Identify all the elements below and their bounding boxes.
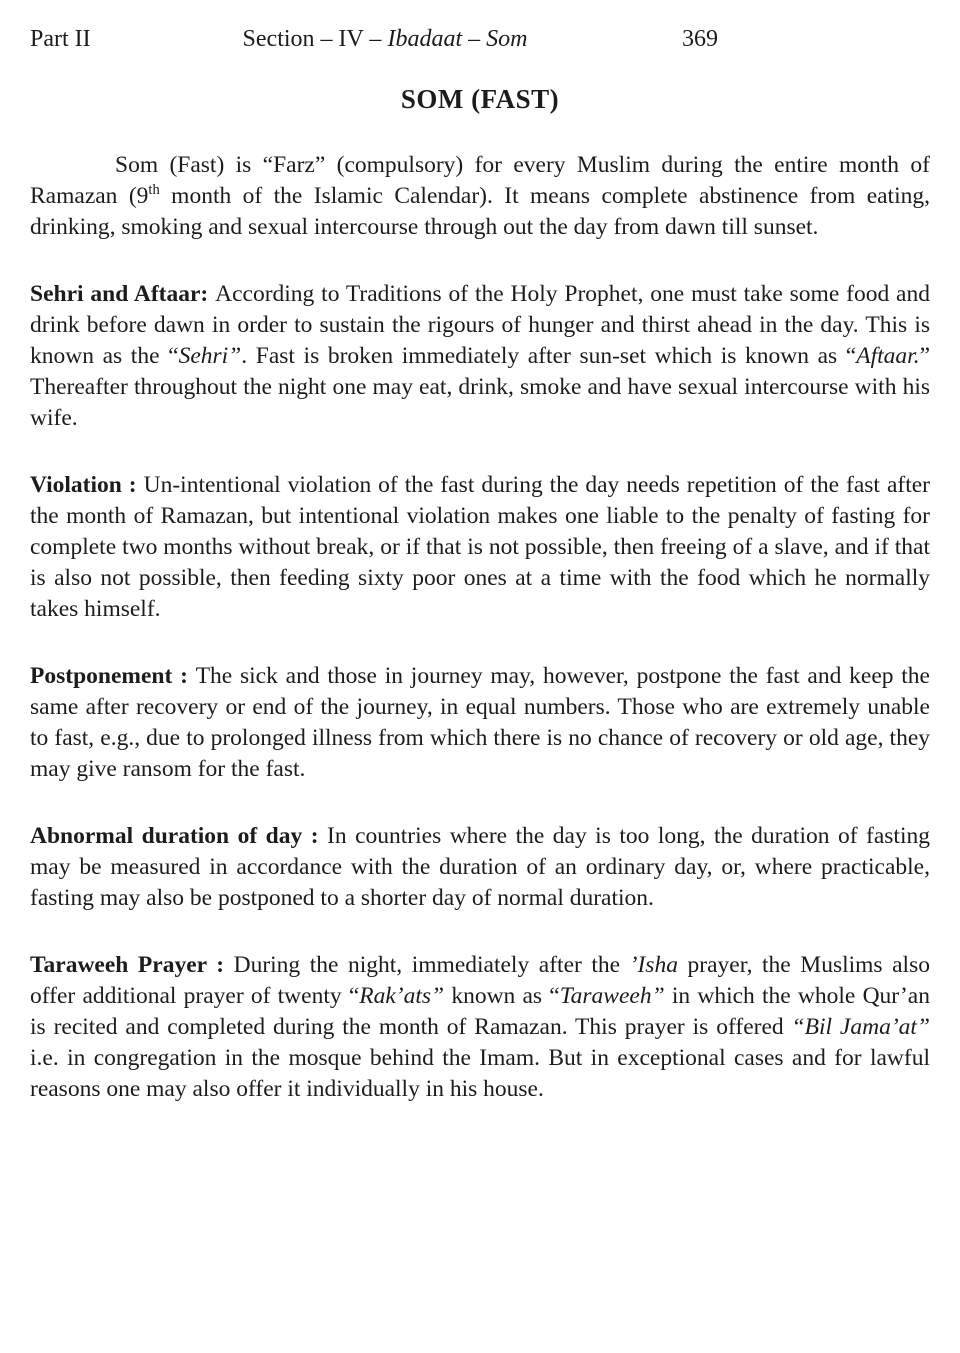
paragraph-violation: [30, 470, 930, 625]
text-run-italic: Taraweeh”: [559, 983, 665, 1009]
paragraph-abnormal-duration: [30, 821, 930, 914]
text-run: Section – IV –: [242, 26, 388, 52]
text-run-bold: Abnormal duration of day :: [30, 823, 328, 849]
text-run-bold: Postponement :: [30, 663, 196, 689]
paragraph-sehri-aftaar: [30, 279, 930, 434]
text-run-italic: “Bil Jama’at”: [791, 1014, 930, 1040]
text-run-italic: Rak’ats”: [359, 983, 445, 1009]
text-run-italic: Ibadaat – Som: [387, 26, 528, 52]
page-title: SOM (FAST): [400, 84, 560, 114]
text-run: According to Traditions of the Holy Prophet, one must take some food and drink before dawn in order to sustain the rigours of hunger and thirst ahead in the day. This is known as the “: [30, 281, 930, 369]
page-content: [30, 150, 930, 1141]
text-run: Som (Fast) is “Farz” (compulsory) for every Muslim during the entire month of Ramazan (9: [30, 152, 930, 209]
text-run: In countries where the day is too long, the duration of fasting may be measured in accordance with the duration of an ordinary day, or, where practicable, fasting may also be postponed to a shorter day of normal duration.: [30, 823, 930, 911]
text-run: . Fast is broken immediately after sun-set which is known as “: [241, 343, 857, 369]
header-part-label: Part II: [30, 26, 91, 52]
text-run: ” Thereafter throughout the night one may eat, drink, smoke and have sexual intercourse with his wife.: [30, 343, 931, 431]
text-run: month of the Islamic Calendar). It means complete abstinence from eating, drinking, smoking and sexual intercourse through out the day from dawn till sunset.: [30, 183, 930, 240]
text-run-bold: Taraweeh Prayer :: [30, 952, 234, 978]
text-run-italic: ’Isha: [629, 952, 678, 978]
text-run-bold: Violation :: [30, 472, 144, 498]
text-run: The sick and those in journey may, however, postpone the fast and keep the same after recovery or end of the journey, in equal numbers. Those who are extremely unable to fast, e.g., due to prolonged illness from which there is no chance of recovery or old age, they may give ransom for the fast.: [30, 663, 930, 782]
text-run: During the night, immediately after the: [233, 952, 630, 978]
text-run-bold: Sehri and Aftaar:: [30, 281, 216, 307]
text-run: i.e. in congregation in the mosque behind the Imam. But in exceptional cases and for lawful reasons one may also offer it individually in his house.: [30, 1045, 930, 1102]
paragraph-postponement: [30, 661, 930, 785]
paragraph-taraweeh: [30, 950, 930, 1105]
header-section-title: [243, 26, 528, 53]
header-page-number: 369: [682, 26, 718, 52]
text-run: th: [148, 182, 160, 199]
text-run-italic: Sehri”: [178, 343, 242, 369]
text-run-italic: Aftaar.: [856, 343, 920, 369]
page-header: [30, 26, 930, 60]
paragraph-intro: [30, 150, 930, 243]
text-run: prayer, the Muslims also offer additional prayer of twenty “: [30, 952, 930, 1009]
text-run: in which the whole Qur’an is recited and completed during the month of Ramazan. This prayer is offered: [30, 983, 930, 1040]
text-run: known as “: [444, 983, 560, 1009]
text-run: Un-intentional violation of the fast during the day needs repetition of the fast after the month of Ramazan, but intentional violation makes one liable to the penalty of fasting for complete two months without break, or if that is not possible, then freeing of a slave, and if that is also not possible, then feeding sixty poor ones at a time with the food which he normally takes himself.: [30, 472, 930, 622]
